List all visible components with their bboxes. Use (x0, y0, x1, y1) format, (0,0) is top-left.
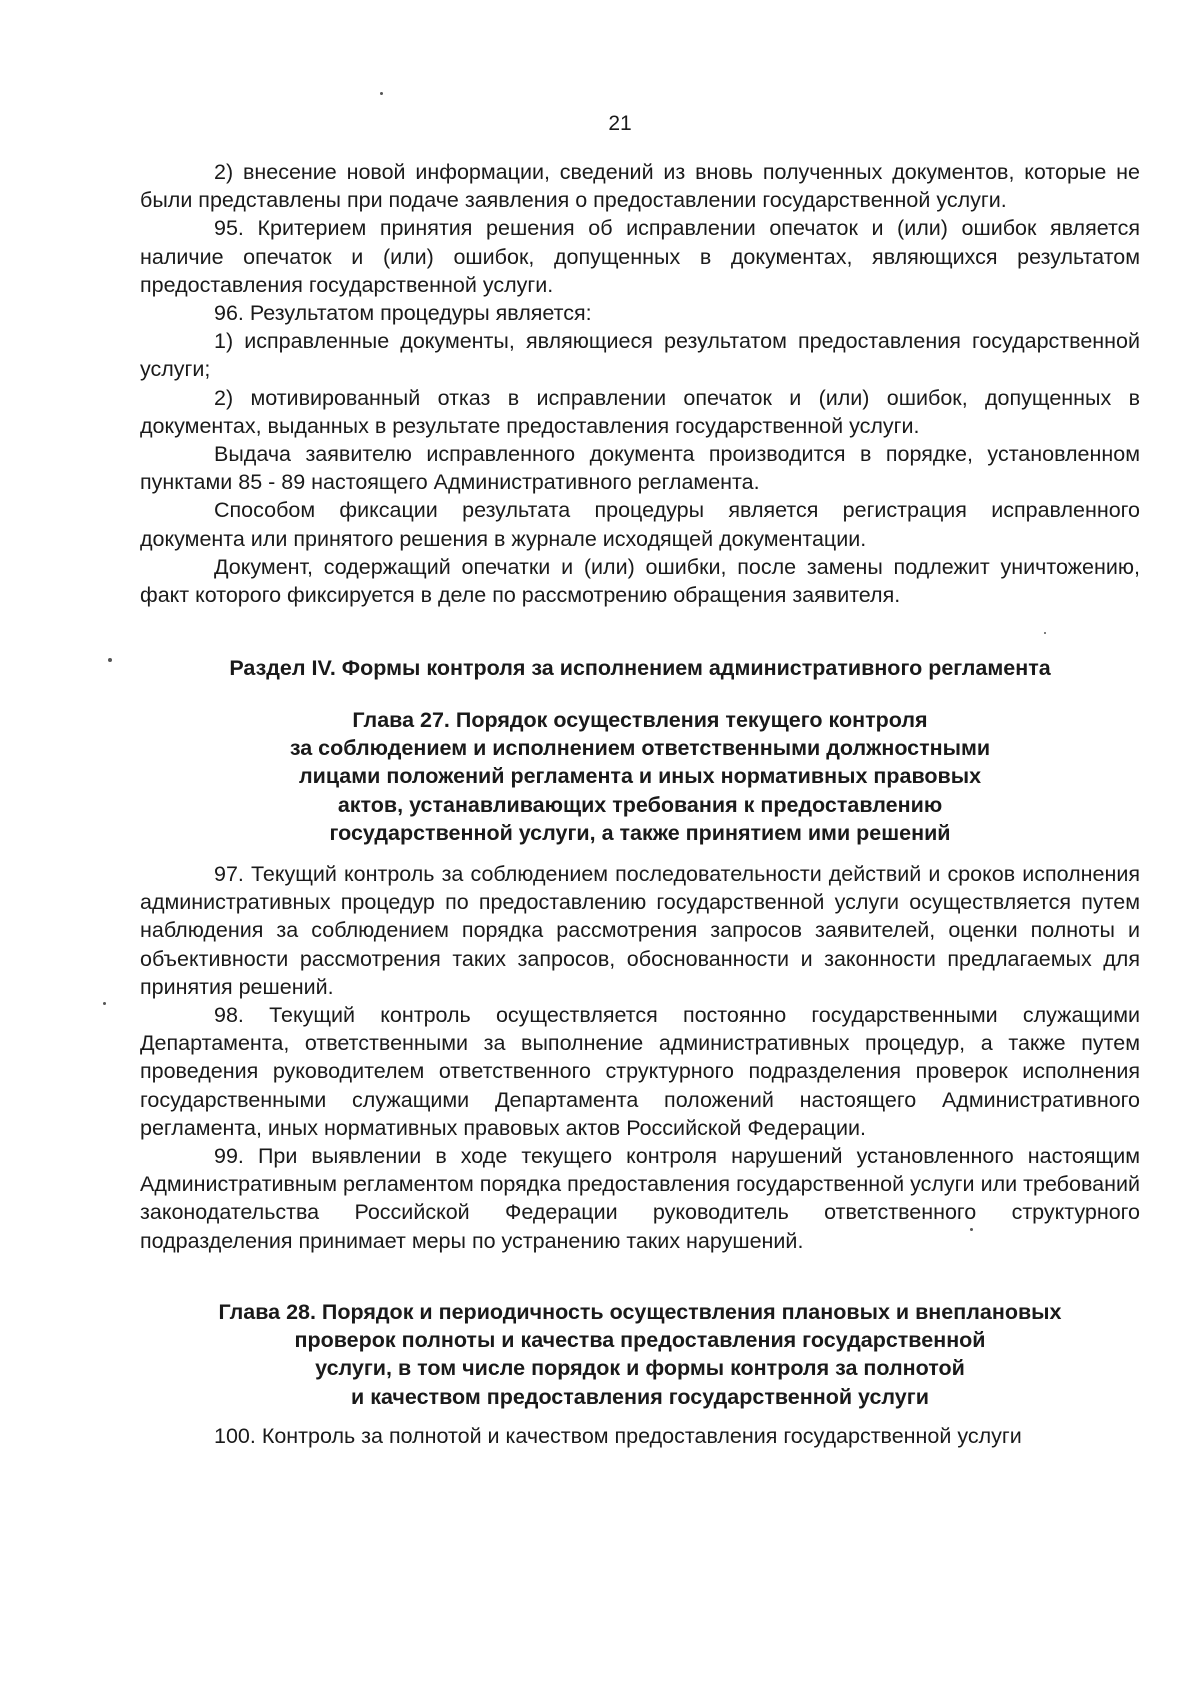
section-title: Раздел IV. Формы контроля за исполнением административного регламента (229, 656, 1051, 680)
paragraph: 97. Текущий контроль за соблюдением последовательности действий и сроков исполнения административных процедур по предоставлению государственной услуги осуществляется путем наблюдения за соблюдением порядка рассмотрения запросов заявителей, оценки полноты и объективности рассмотрения таких запросов, обоснованности и законности предлагаемых для принятия решений. (140, 862, 1140, 999)
text-block-current-control (140, 860, 1140, 1255)
chapter-title-line: государственной услуги, а также принятием ими решений (329, 820, 951, 845)
text-block-quality-control (140, 1422, 1140, 1450)
paragraph: 2) мотивированный отказ в исправлении опечаток и (или) ошибок, допущенных в документах, выданных в результате предоставления государственной услуги. (140, 385, 1140, 438)
paragraph: 95. Критерием принятия решения об исправлении опечаток и (или) ошибок является наличие опечаток и (или) ошибок, допущенных в документах, являющихся результатом предоставления государственной услуги. (140, 216, 1140, 297)
chapter-heading (140, 1298, 1140, 1411)
chapter-title-line: за соблюдением и исполнением ответственными должностными (289, 736, 991, 761)
chapter-title-line: проверок полноты и качества предоставления государственной (294, 1328, 986, 1353)
chapter-title-line: актов, устанавливающих требования к предоставлению (337, 792, 943, 817)
paragraph: Выдача заявителю исправленного документа производится в порядке, установленном пунктами 85 - 89 настоящего Административного регламента. (140, 442, 1140, 495)
chapter-heading (140, 706, 1140, 847)
page-number: 21 (608, 112, 632, 135)
paragraph: 1) исправленные документы, являющиеся результатом предоставления государственной услуги; (140, 329, 1140, 382)
paragraph: Документ, содержащий опечатки и (или) ошибки, после замены подлежит уничтожению, факт которого фиксируется в деле по рассмотрению обращения заявителя. (140, 554, 1140, 608)
scan-speck (970, 1228, 973, 1231)
chapter-title-line: услуги, в том числе порядок и формы контроля за полнотой (315, 1356, 965, 1381)
paragraph: Способом фиксации результата процедуры является регистрация исправленного документа или принятого решения в журнале исходящей документации. (140, 498, 1140, 551)
scan-speck (380, 92, 383, 95)
paragraph: 98. Текущий контроль осуществляется постоянно государственными служащими Департамента, ответственными за выполнение административных процедур, а также путем проведения руководителем ответственного структурного подразделения проверок исполнения государственными служащими Департамента положений настоящего Административного регламента, иных нормативных правовых актов Российской Федерации. (140, 1003, 1140, 1140)
section-heading (140, 654, 1140, 682)
paragraph: 99. При выявлении в ходе текущего контроля нарушений установленного настоящим Административным регламентом порядка предоставления государственной услуги или требований законодательства Российской Федерации руководитель ответственного структурного подразделения принимает меры по устранению таких нарушений. (140, 1144, 1140, 1253)
paragraph: 100. Контроль за полнотой и качеством предоставления государственной услуги (214, 1424, 1022, 1448)
text-block-procedure-result (140, 158, 1140, 609)
chapter-title-line: Глава 28. Порядок и периодичность осуществления плановых и внеплановых (218, 1300, 1062, 1324)
chapter-title-line: Глава 27. Порядок осуществления текущего контроля (352, 708, 928, 732)
chapter-title-line: и качеством предоставления государственной услуги (351, 1384, 929, 1409)
scan-speck (103, 1002, 106, 1005)
scan-speck (1044, 632, 1046, 634)
chapter-title-line: лицами положений регламента и иных нормативных правовых (298, 764, 982, 789)
paragraph: 96. Результатом процедуры является: (214, 301, 592, 326)
scan-speck (108, 658, 112, 662)
paragraph: 2) внесение новой информации, сведений из вновь полученных документов, которые не были представлены при подаче заявления о предоставлении государственной услуги. (140, 160, 1140, 213)
